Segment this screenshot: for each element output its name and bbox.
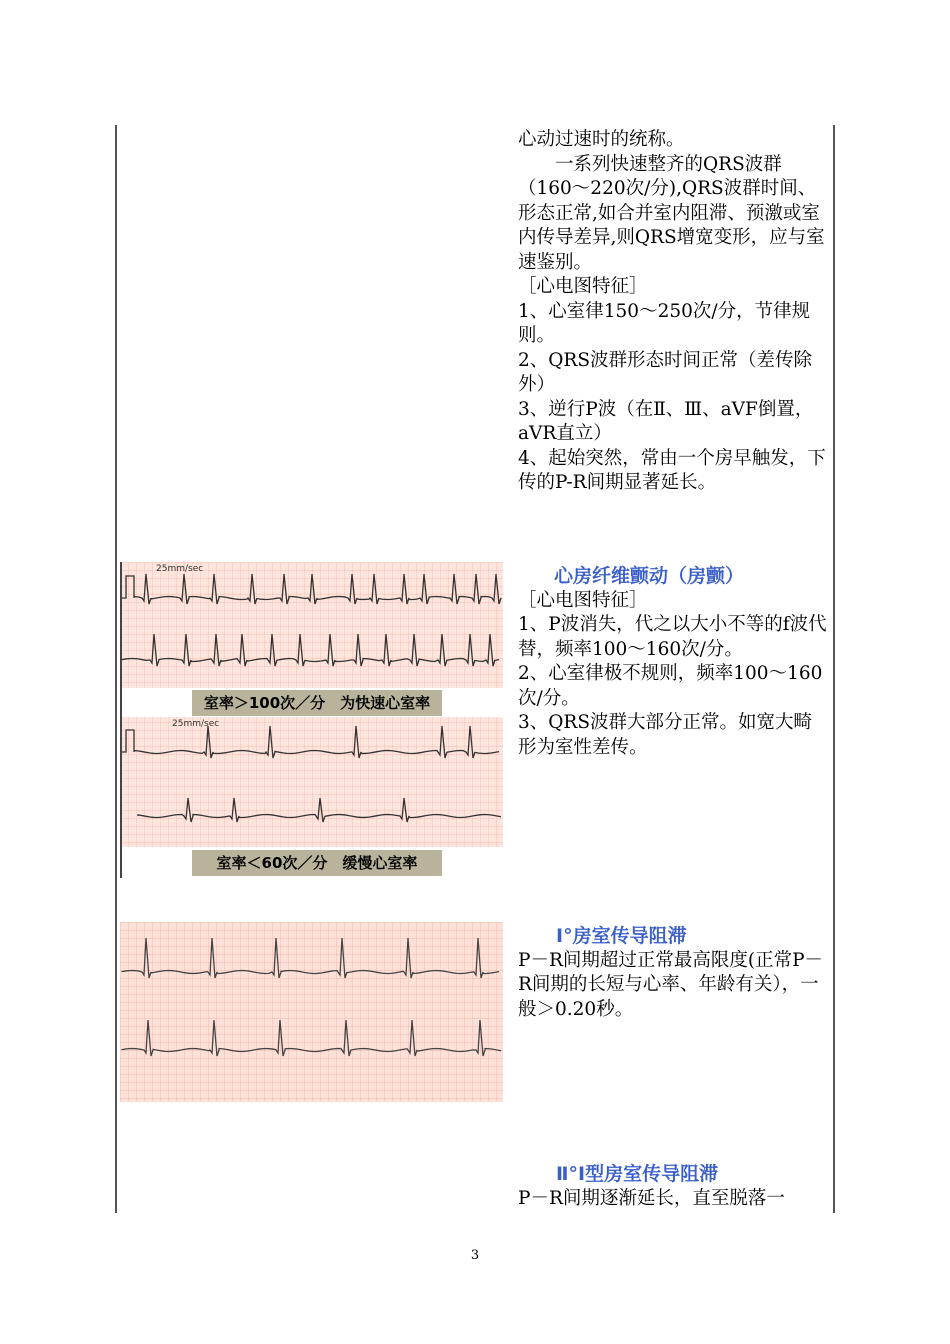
table-left-border (115, 125, 117, 1213)
section1-feature-header: ［心电图特征］ (518, 276, 648, 297)
section4-paragraph: P－R间期逐渐延长，直至脱落一 (518, 1187, 785, 1209)
section1-item: 2、QRS波群形态时间正常（差传除外） (518, 349, 813, 395)
section2-item: 3、QRS波群大部分正常。如宽大畸形为室性差传。 (518, 712, 813, 758)
section1-item: 1、心室律150～250次/分，节律规则。 (518, 300, 811, 346)
section1-paragraph: 一系列快速整齐的QRS波群（160～220次/分),QRS波群时间、形态正常,如合并室内阻滞、预激或室内传导差异,则QRS增宽变形，应与室速鉴别。 (518, 153, 825, 273)
afib-ecg-figure (120, 562, 503, 878)
paper-speed-label: 25mm/sec (156, 564, 204, 574)
section3-text (518, 924, 830, 1022)
section4-text (518, 1162, 830, 1211)
first-degree-av-block-title: Ⅰ°房室传导阻滞 (556, 925, 687, 947)
afib-title: 心房纤维颤动（房颤） (554, 565, 745, 587)
section2-item: 1、P波消失，代之以大小不等的f波代替，频率100～160次/分。 (518, 614, 827, 660)
av-block-ecg-svg (120, 922, 503, 1102)
second-degree-type1-title: Ⅱ°Ⅰ型房室传导阻滞 (556, 1163, 719, 1185)
paper-speed-label: 25mm/sec (172, 719, 220, 729)
section2-text (518, 564, 830, 760)
section1-item: 4、起始突然，常由一个房早触发，下传的P-R间期显著延长。 (518, 447, 826, 493)
section1-line1: 心动过速时的统称。 (518, 129, 685, 150)
first-degree-av-block-ecg (120, 922, 503, 1102)
section1-item: 3、逆行P波（在Ⅱ、Ⅲ、aVF倒置，aVR直立） (518, 398, 814, 444)
fast-rate-banner: 室率＞100次／分 为快速心室率 (192, 690, 442, 716)
slow-rate-banner: 室率＜60次／分 缓慢心室率 (192, 850, 442, 876)
section1-text (518, 128, 830, 496)
section2-feature-header: ［心电图特征］ (518, 589, 648, 611)
section2-item: 2、心室律极不规则，频率100～160次/分。 (518, 663, 823, 709)
page-number: 3 (470, 1248, 480, 1263)
section3-paragraph: P－R间期超过正常最高限度(正常P－R间期的长短与心率、年龄有关），一般＞0.20秒。 (518, 949, 824, 1020)
table-right-border (833, 125, 835, 1213)
